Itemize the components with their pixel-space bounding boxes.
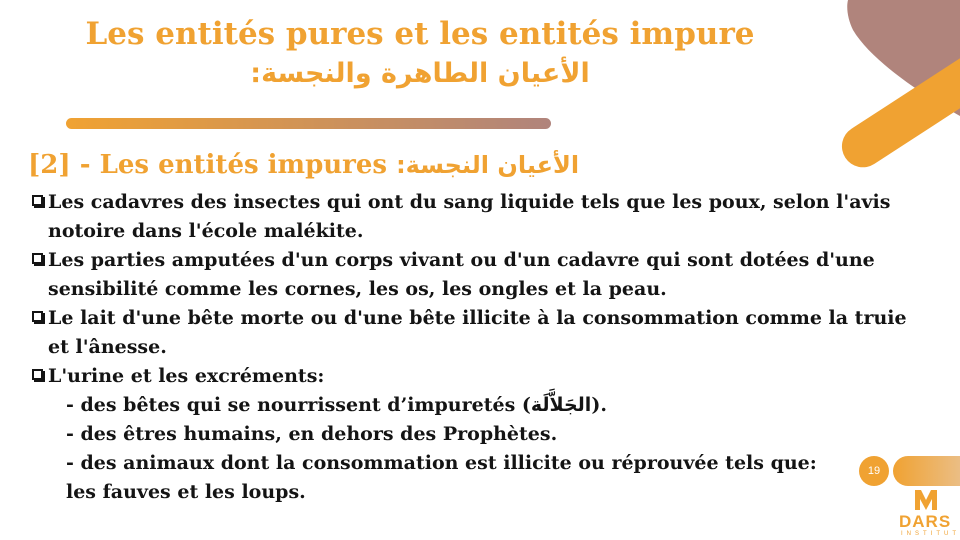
section-heading bbox=[28, 150, 928, 180]
list-item-text: Les cadavres des insectes qui ont du sang liquide tels que les poux, selon l'avis bbox=[48, 191, 891, 213]
list-item bbox=[32, 246, 937, 275]
list-item-continuation bbox=[32, 275, 937, 304]
checkbox-bullet-icon bbox=[32, 311, 43, 322]
list-item-continuation bbox=[32, 217, 937, 246]
sub-item bbox=[32, 391, 937, 420]
list-item-text: notoire dans l'école malékite. bbox=[48, 220, 364, 242]
sub-item: les fauves et les loups. bbox=[66, 481, 306, 503]
sub-item: - des animaux dont la consommation est illicite ou réprouvée tels que: bbox=[66, 452, 817, 474]
sub-item-text: - des bêtes qui se nourrissent d’impuretés ( bbox=[66, 394, 531, 416]
sub-item-text-end: ). bbox=[591, 394, 607, 416]
page-number: 19 bbox=[859, 456, 889, 486]
list-item-text: L'urine et les excréments: bbox=[48, 365, 325, 387]
list-item-text: Les parties amputées d'un corps vivant ou d'un cadavre qui sont dotées d'une bbox=[48, 249, 875, 271]
list-item-continuation bbox=[32, 333, 937, 362]
checkbox-bullet-icon bbox=[32, 253, 43, 264]
slide-title-arabic: الأعيان الطاهرة والنجسة: bbox=[250, 58, 590, 89]
title-underline-bar bbox=[66, 118, 551, 129]
logo-name: DARS bbox=[899, 512, 952, 531]
slide-title: Les entités pures et les entités impure bbox=[85, 16, 755, 52]
sub-item: - des êtres humains, en dehors des Prophètes. bbox=[66, 423, 558, 445]
section-heading-prefix: [2] - Les entités impures bbox=[28, 150, 397, 180]
sub-item-arabic: الجَلاَّلَة bbox=[530, 394, 592, 416]
list-item bbox=[32, 188, 937, 217]
section-heading-arabic: الأعيان النجسة: bbox=[396, 151, 580, 179]
list-item bbox=[32, 362, 937, 391]
list-item bbox=[32, 304, 937, 333]
checkbox-bullet-icon bbox=[32, 369, 43, 380]
content-list bbox=[32, 188, 937, 507]
list-item-text: et l'ânesse. bbox=[48, 336, 167, 358]
list-item-text: Le lait d'une bête morte ou d'une bête illicite à la consommation comme la truie bbox=[48, 307, 907, 329]
list-item-text: sensibilité comme les cornes, les os, les ongles et la peau. bbox=[48, 278, 667, 300]
checkbox-bullet-icon bbox=[32, 195, 43, 206]
logo-tagline: INSTITUT bbox=[901, 531, 960, 537]
